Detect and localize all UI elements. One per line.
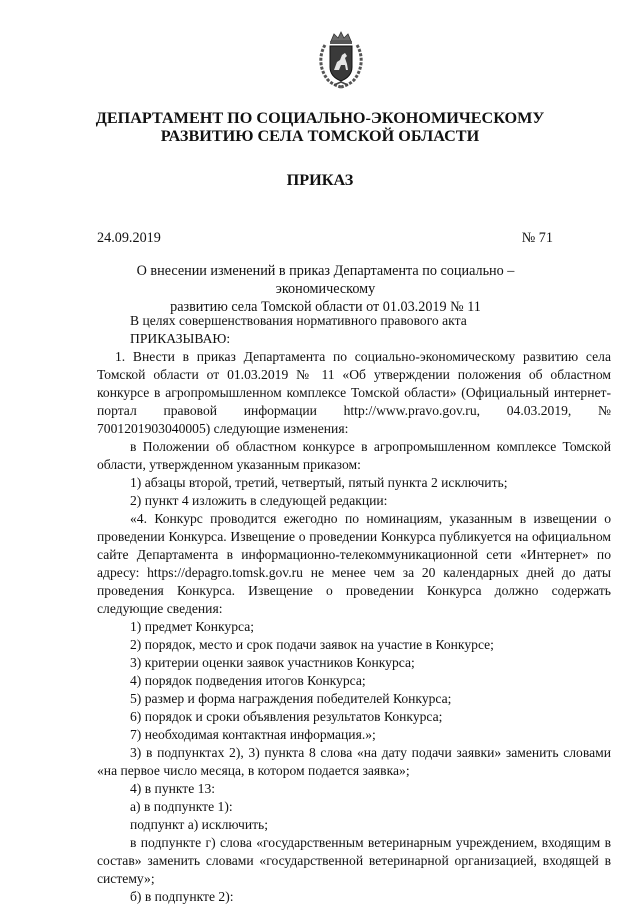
document-body xyxy=(97,312,611,906)
paragraph: в подпункте г) слова «государственным ветеринарным учреждением, входящим в состав» заменить словами «государственной ветеринарной организацией, входящей в систему»; xyxy=(97,835,611,886)
subject-line-2: развитию села Томской области от 01.03.2019 № 11 xyxy=(170,299,481,315)
list-item: подпункт а) исключить; xyxy=(130,817,269,832)
organization-name-line-2: РАЗВИТИЮ СЕЛА ТОМСКОЙ ОБЛАСТИ xyxy=(160,127,480,145)
list-item: 6) порядок и сроки объявления результатов Конкурса; xyxy=(130,709,443,724)
list-item: 5) размер и форма награждения победителей Конкурса; xyxy=(130,691,452,706)
list-item: 3) в подпунктах 2), 3) пункта 8 слова «на дату подачи заявки» заменить словами «на первое число месяца, в котором подается заявка»; xyxy=(97,745,611,778)
list-item: 1) абзацы второй, третий, четвертый, пятый пункта 2 исключить; xyxy=(130,475,508,490)
document-number: № 71 xyxy=(521,230,553,246)
paragraph-item-1: 1. Внести в приказ Департамента по социально-экономическому развитию села Томской области от 01.03.2019 № 11 «Об утверждении положения об областном конкурсе в агропромышленном комплексе Томской области» (Официальный интернет-портал правовой информации http://www.pravo.gov.ru, 04.03.2019, № 7001201903040005) следующие изменения: xyxy=(97,349,611,436)
list-item: 2) порядок, место и срок подачи заявок на участие в Конкурсе; xyxy=(130,637,494,652)
document-type: ПРИКАЗ xyxy=(286,171,354,189)
list-item: 4) порядок подведения итогов Конкурса; xyxy=(130,673,366,688)
coat-of-arms-icon xyxy=(316,31,366,89)
list-item: 7) необходимая контактная информация.»; xyxy=(130,727,376,742)
subject-line-1: О внесении изменений в приказ Департамента по социально – экономическому xyxy=(136,263,515,297)
document-date: 24.09.2019 xyxy=(97,230,161,246)
paragraph: «4. Конкурс проводится ежегодно по номинациям, указанным в извещении о проведении Конкурса. Извещение о проведении Конкурса публикуется на официальном сайте Департамента в информационно-телекоммуникационной сети «Интернет» по адресу: https://depagro.tomsk.gov.ru не менее чем за 20 календарных дней до даты проведения Конкурса. Извещение о проведении Конкурса должно содержать следующие сведения: xyxy=(97,511,611,616)
list-item: 2) пункт 4 изложить в следующей редакции: xyxy=(130,493,388,508)
list-item: а) в подпункте 1): xyxy=(130,799,233,814)
list-item: б) в подпункте 2): xyxy=(130,889,234,904)
preamble: В целях совершенствования нормативного правового акта xyxy=(130,313,467,328)
list-item: 3) критерии оценки заявок участников Конкурса; xyxy=(130,655,415,670)
list-item: 1) предмет Конкурса; xyxy=(130,619,255,634)
order-word: ПРИКАЗЫВАЮ: xyxy=(130,331,231,346)
list-item: 4) в пункте 13: xyxy=(130,781,216,796)
organization-name-line-1: ДЕПАРТАМЕНТ ПО СОЦИАЛЬНО-ЭКОНОМИЧЕСКОМУ xyxy=(95,109,545,127)
paragraph: в Положении об областном конкурсе в агропромышленном комплексе Томской области, утвержденном указанным приказом: xyxy=(97,439,611,472)
document-subject xyxy=(100,262,551,316)
